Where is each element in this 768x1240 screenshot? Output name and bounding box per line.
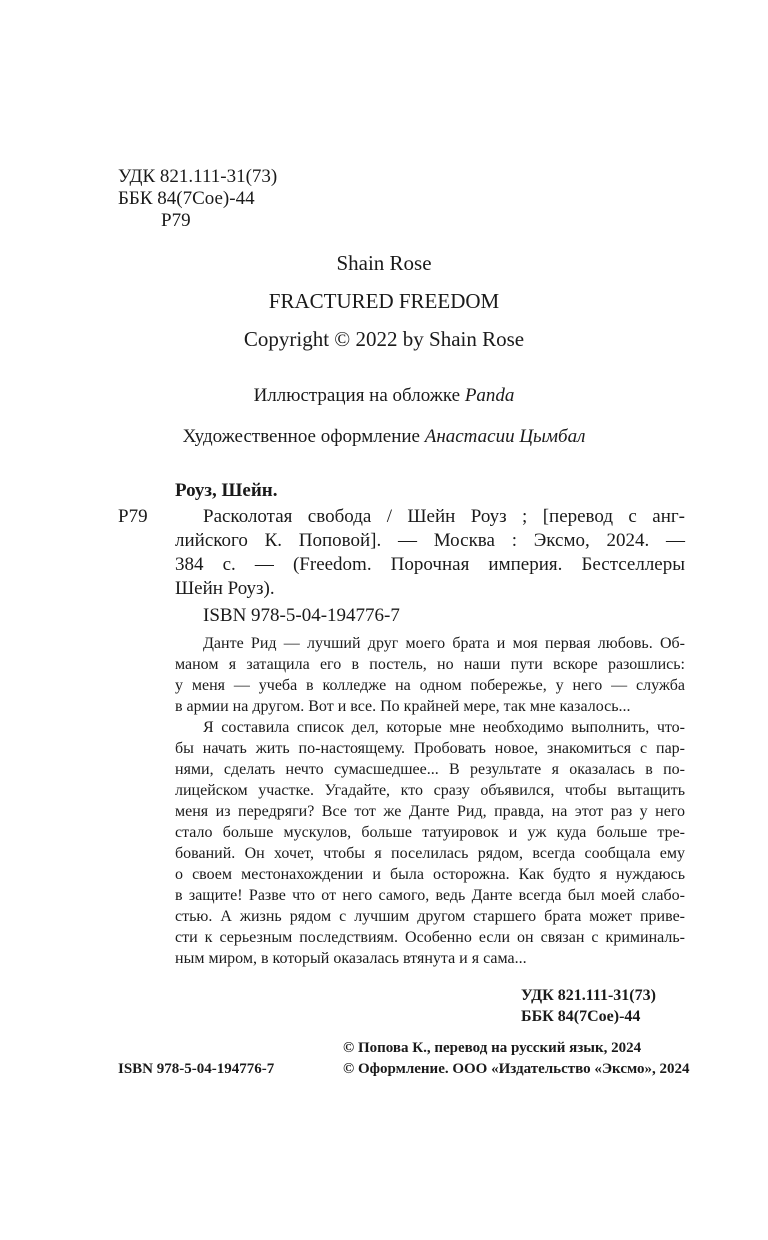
- original-title: FRACTURED FREEDOM: [268, 289, 500, 313]
- original-copyright: Copyright © 2022 by Shain Rose: [243, 327, 525, 351]
- entry-line: лийского К. Поповой]. — Москва : Эксмо, 2024. —: [175, 530, 685, 551]
- annotation-line: маном я затащила его в постель, но наши пути вскоре разошлись:: [175, 656, 685, 673]
- entry-line: 384 с. — (Freedom. Порочная империя. Бестселлеры: [175, 554, 685, 575]
- classification-bbk: ББК 84(7Сое)-44: [521, 1008, 641, 1025]
- original-author: Shain Rose: [336, 251, 432, 275]
- bbk-code: ББК 84(7Сое)-44: [118, 188, 255, 209]
- copyright-design: © Оформление. ООО «Издательство «Эксмо», 2024: [343, 1061, 690, 1077]
- entry-heading: Роуз, Шейн.: [175, 480, 278, 501]
- annotation-line: нями, сделать нечто сумасшедшее... В результате я оказалась в по-: [175, 761, 685, 778]
- illustration-name: Panda: [464, 385, 515, 406]
- entry-line: Расколотая свобода / Шейн Роуз ; [перевод с анг-: [203, 506, 685, 527]
- annotation-line: у меня — учеба в колледже на одном побережье, у него — служба: [175, 677, 685, 694]
- footer-isbn: ISBN 978-5-04-194776-7: [118, 1061, 275, 1077]
- design-name: Анастасии Цымбал: [424, 426, 586, 447]
- entry-isbn: ISBN 978-5-04-194776-7: [203, 605, 400, 626]
- annotation-line: лицейском участке. Угадайте, кто сразу объявился, чтобы вытащить: [175, 782, 685, 799]
- annotation-line: меня из передряги? Все тот же Данте Рид, правда, на этот раз у него: [175, 803, 685, 820]
- design-label: Художественное оформление: [182, 426, 420, 447]
- annotation-line: бы начать жить по-настоящему. Пробовать новое, знакомиться с пар-: [175, 740, 685, 757]
- annotation-line: стью. А жизнь рядом с лучшим другом старшего брата может приве-: [175, 908, 685, 925]
- annotation-line: Данте Рид — лучший друг моего брата и моя первая любовь. Об-: [203, 635, 685, 652]
- design-credit: [0, 426, 768, 448]
- annotation-line: сти к серьезным последствиям. Особенно если он связан с криминаль-: [175, 929, 685, 946]
- annotation-line: ным миром, в который оказалась втянута и я сама...: [175, 950, 527, 967]
- illustration-label: Иллюстрация на обложке: [253, 385, 461, 406]
- copyright-translation: © Попова К., перевод на русский язык, 2024: [343, 1040, 642, 1056]
- annotation-line: бований. Он хочет, чтобы я поселилась рядом, всегда сообщала ему: [175, 845, 685, 862]
- entry-code: Р79: [118, 506, 148, 527]
- annotation-line: в армии на другом. Вот и все. По крайней мере, так мне казалось...: [175, 698, 631, 715]
- annotation-line: стало больше мускулов, больше татуировок и уж куда больше тре-: [175, 824, 685, 841]
- entry-line: Шейн Роуз).: [175, 578, 275, 599]
- author-mark: Р79: [161, 210, 191, 231]
- classification-udk: УДК 821.111-31(73): [521, 987, 656, 1004]
- annotation-line: Я составила список дел, которые мне необходимо выполнить, что-: [203, 719, 685, 736]
- udk-code: УДК 821.111-31(73): [118, 166, 278, 187]
- annotation-line: в защите! Разве что от него самого, ведь Данте всегда был моей слабо-: [175, 887, 685, 904]
- annotation-line: о своем местонахождении и была осторожна. Как будто я нуждаюсь: [175, 866, 685, 883]
- illustration-credit: [0, 385, 768, 407]
